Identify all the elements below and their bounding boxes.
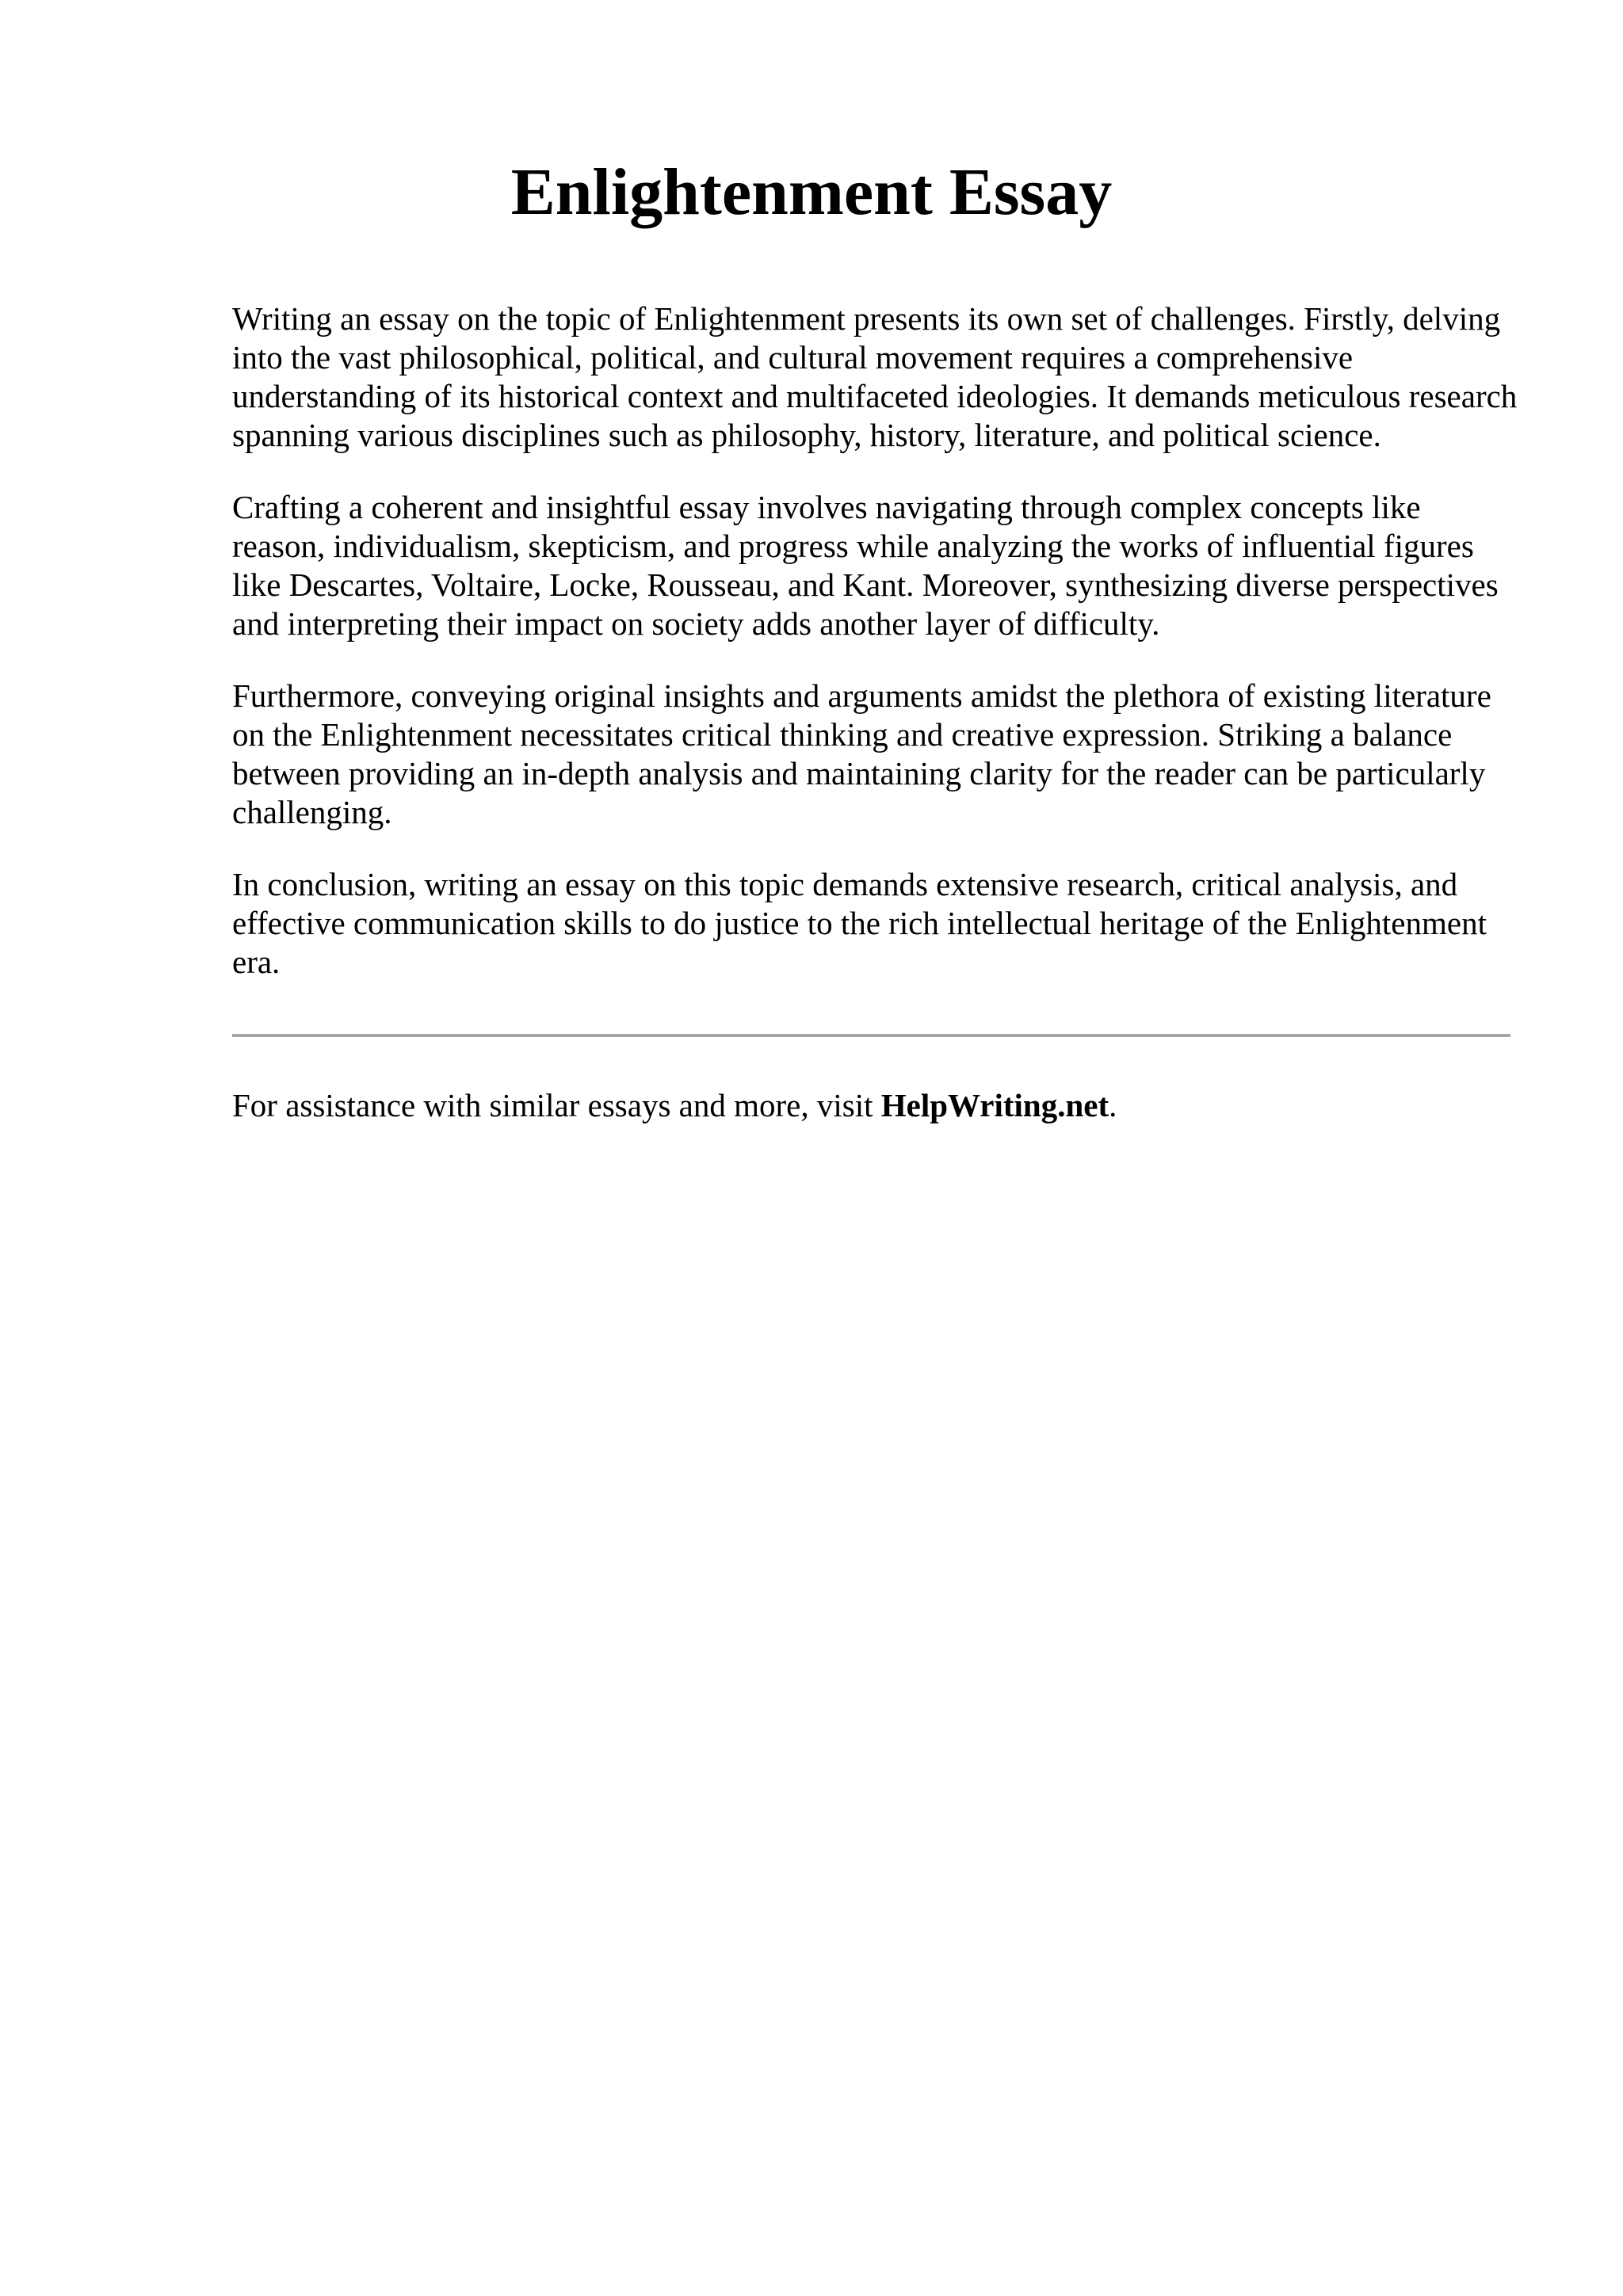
divider [232, 1034, 1510, 1037]
essay-paragraph-4: In conclusion, writing an essay on this topic demands extensive research, critical analysis, and effective communication skills to do justice to the rich intellectual heritage of the Enlightenment era. [232, 866, 1487, 980]
footer-prefix: For assistance with similar essays and more, visit [232, 1087, 881, 1123]
essay-paragraph-1: Writing an essay on the topic of Enlightenment presents its own set of challenges. Firstly, delving into the vast philosophical, political, and cultural movement requires a comprehensive understanding of its historical context and multifaceted ideologies. It demands meticulous research spanning various disciplines such as philosophy, history, literature, and political science. [232, 300, 1518, 453]
essay-paragraph-2: Crafting a coherent and insightful essay involves navigating through complex concepts like reason, individualism, skepticism, and progress while analyzing the works of influential figures like Descartes, Voltaire, Locke, Rousseau, and Kant. Moreover, synthesizing diverse perspectives and interpreting their impact on society adds another layer of difficulty. [232, 489, 1499, 642]
footer-suffix: . [1109, 1087, 1117, 1123]
essay-body [232, 299, 1520, 1015]
essay-paragraph-3: Furthermore, conveying original insights and arguments amidst the plethora of existing literature on the Enlightenment necessitates critical thinking and creative expression. Striking a balance between providing an in-depth analysis and maintaining clarity for the reader can be particularly challenging. [232, 677, 1491, 830]
page-title: Enlightenment Essay [510, 155, 1113, 229]
footer-note [232, 1085, 1520, 1125]
helpwriting-link[interactable]: HelpWriting.net [880, 1087, 1109, 1123]
